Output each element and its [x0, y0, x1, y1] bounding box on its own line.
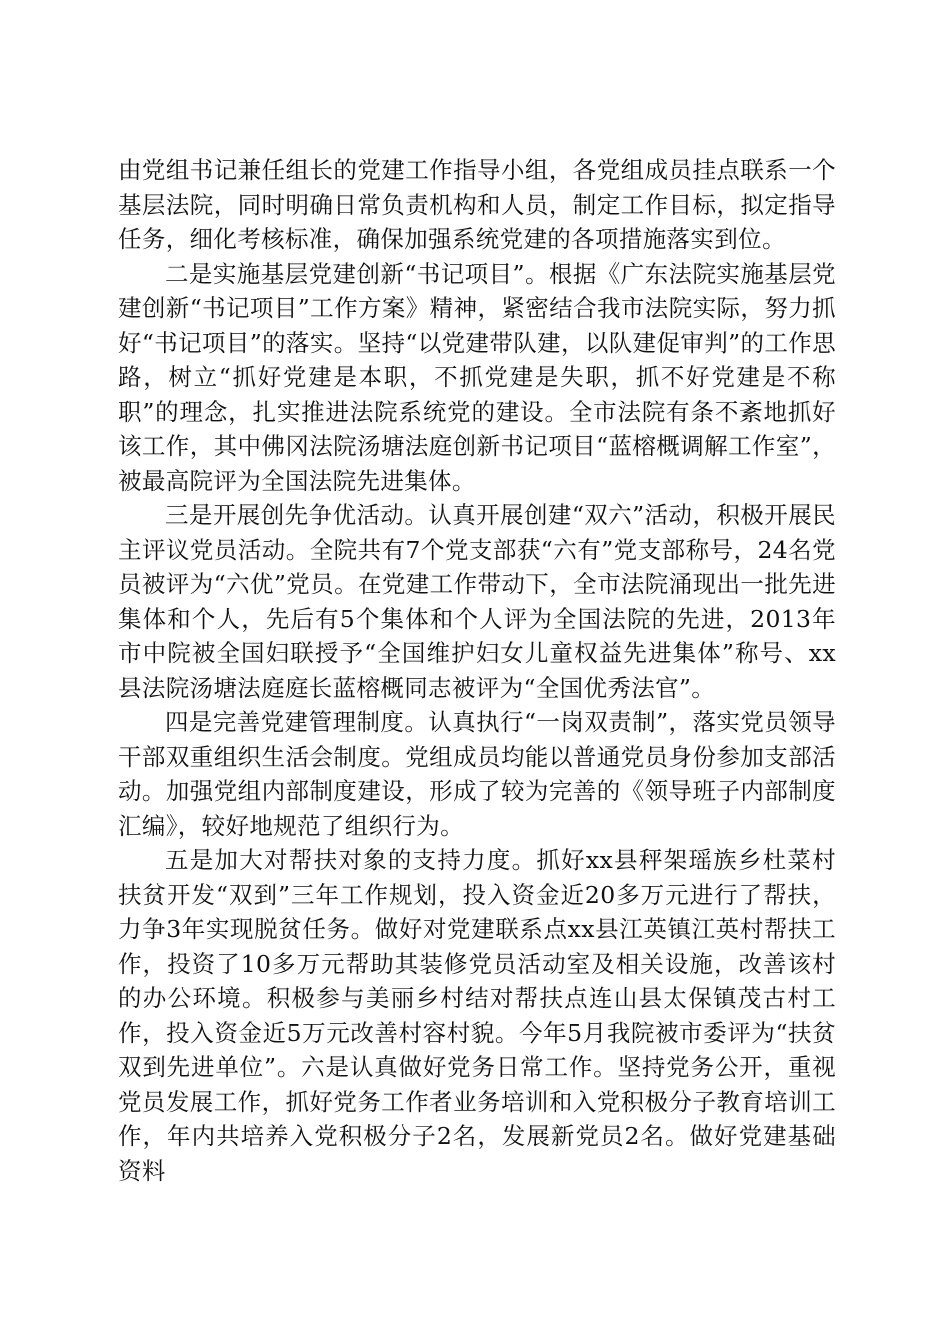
document-body — [118, 153, 836, 1188]
paragraph-2: 二是实施基层党建创新“书记项目”。根据《广东法院实施基层党建创新“书记项目”工作方案》精神，紧密结合我市法院实际，努力抓好“书记项目”的落实。坚持“以党建带队建，以队建促审判”的工作思路，树立“抓好党建是本职，不抓党建是失职，抓不好党建是不称职”的理念，扎实推进法院系统党的建设。全市法院有条不紊地抓好该工作，其中佛冈法院汤塘法庭创新书记项目“蓝榕概调解工作室”，被最高院评为全国法院先进集体。 — [118, 259, 836, 495]
paragraph-5: 五是加大对帮扶对象的支持力度。抓好xx县秤架瑶族乡杜菜村扶贫开发“双到”三年工作规划，投入资金近20多万元进行了帮扶，力争3年实现脱贫任务。做好对党建联系点xx县江英镇江英村帮扶工作，投资了10多万元帮助其装修党员活动室及相关设施，改善该村的办公环境。积极参与美丽乡村结对帮扶点连山县太保镇茂古村工作，投入资金近5万元改善村容村貌。今年5月我院被市委评为“扶贫双到先进单位”。六是认真做好党务日常工作。坚持党务公开，重视党员发展工作，抓好党务工作者业务培训和入党积极分子教育培训工作，年内共培养入党积极分子2名，发展新党员2名。做好党建基础资料 — [118, 846, 836, 1185]
paragraph-4: 四是完善党建管理制度。认真执行“一岗双责制”，落实党员领导干部双重组织生活会制度。党组成员均能以普通党员身份参加支部活动。加强党组内部制度建设，形成了较为完善的《领导班子内部制度汇编》，较好地规范了组织行为。 — [118, 708, 836, 840]
paragraph-3: 三是开展创先争优活动。认真开展创建“双六”活动，积极开展民主评议党员活动。全院共有7个党支部获“六有”党支部称号，24名党员被评为“六优”党员。在党建工作带动下，全市法院涌现出一批先进集体和个人，先后有5个集体和个人评为全国法院的先进，2013年市中院被全国妇联授予“全国维护妇女儿童权益先进集体”称号、xx县法院汤塘法庭庭长蓝榕概同志被评为“全国优秀法官”。 — [118, 501, 836, 702]
paragraph-1: 由党组书记兼任组长的党建工作指导小组，各党组成员挂点联系一个基层法院，同时明确日常负责机构和人员，制定工作目标，拟定指导任务，细化考核标准，确保加强系统党建的各项措施落实到位。 — [118, 156, 836, 253]
